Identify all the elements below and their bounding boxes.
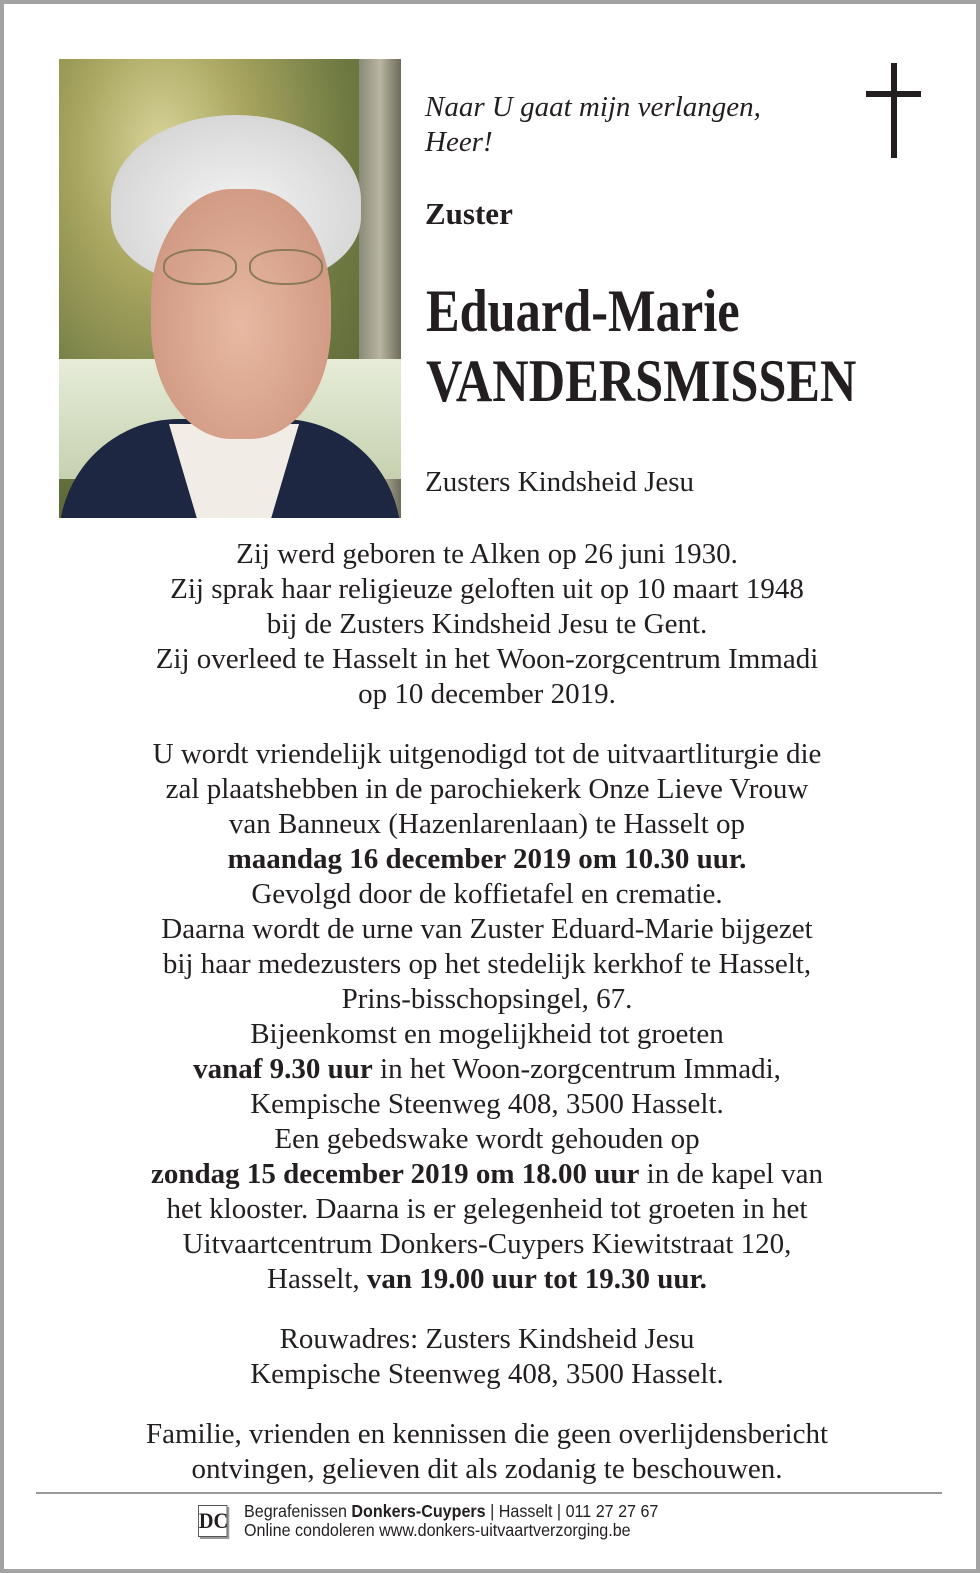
first-name: Eduard-Marie xyxy=(426,278,740,344)
text: Rouwadres: Zusters Kindsheid Jesu xyxy=(279,1323,695,1355)
paragraph xyxy=(0,737,974,1297)
text-line xyxy=(0,737,974,772)
paragraph xyxy=(0,1417,974,1487)
text-line xyxy=(0,1262,974,1297)
text: op 10 december 2019. xyxy=(358,678,616,710)
verse-line: Heer! xyxy=(425,126,493,158)
bold-text: vanaf 9.30 uur xyxy=(193,1053,373,1085)
text: Daarna wordt de urne van Zuster Eduard-Marie bijgezet xyxy=(161,913,813,945)
text-line xyxy=(0,772,974,807)
footer-website[interactable]: Online condoleren www.donkers-uitvaartverzorging.be xyxy=(244,1520,631,1540)
text: Prins-bisschopsingel, 67. xyxy=(341,983,633,1015)
footer-prefix: Begrafenissen xyxy=(244,1501,352,1521)
footer-line-1 xyxy=(244,1502,658,1521)
text-line xyxy=(0,1052,974,1087)
footer-contact: | Hasselt | 011 27 27 67 xyxy=(485,1501,659,1521)
text-line xyxy=(0,642,974,677)
text: Zij werd geboren te Alken op 26 juni 1930. xyxy=(236,538,738,570)
notice-body xyxy=(0,537,974,1512)
text-line xyxy=(0,677,974,712)
text: in het Woon-zorgcentrum Immadi, xyxy=(372,1053,781,1085)
text: Bijeenkomst en mogelijkheid tot groeten xyxy=(250,1018,724,1050)
text: het klooster. Daarna is er gelegenheid tot groeten in het xyxy=(166,1193,808,1225)
text-line xyxy=(0,877,974,912)
text: U wordt vriendelijk uitgenodigd tot de uitvaartliturgie die xyxy=(152,738,822,770)
text-line xyxy=(0,842,974,877)
text: Kempische Steenweg 408, 3500 Hasselt. xyxy=(250,1088,724,1120)
text-line xyxy=(0,1322,974,1357)
text-line xyxy=(0,1122,974,1157)
text-line xyxy=(0,1357,974,1392)
portrait-photo xyxy=(59,59,401,518)
text: Uitvaartcentrum Donkers-Cuypers Kiewitstraat 120, xyxy=(182,1228,792,1260)
text-line xyxy=(0,1087,974,1122)
text-line xyxy=(0,982,974,1017)
deceased-name xyxy=(426,276,856,416)
text: ontvingen, gelieven dit als zodanig te beschouwen. xyxy=(191,1453,783,1485)
company-name: Donkers-Cuypers xyxy=(351,1501,486,1521)
bold-text: van 19.00 uur tot 19.30 uur. xyxy=(366,1263,707,1295)
text-line xyxy=(0,1452,974,1487)
divider xyxy=(36,1492,942,1494)
verse xyxy=(425,90,761,160)
paragraph xyxy=(0,1322,974,1392)
bold-text: maandag 16 december 2019 om 10.30 uur. xyxy=(227,843,747,875)
text: Een gebedswake wordt gehouden op xyxy=(274,1123,700,1155)
text: Zij sprak haar religieuze geloften uit op 10 maart 1948 xyxy=(170,573,804,605)
text-line xyxy=(0,1192,974,1227)
verse-line: Naar U gaat mijn verlangen, xyxy=(425,91,761,123)
text-line xyxy=(0,1157,974,1192)
text-line xyxy=(0,912,974,947)
text-line xyxy=(0,572,974,607)
text-line xyxy=(0,1017,974,1052)
text: zal plaatshebben in de parochiekerk Onze Lieve Vrouw xyxy=(165,773,809,805)
text: Hasselt, xyxy=(267,1263,367,1295)
last-name: VANDERSMISSEN xyxy=(426,348,857,414)
text-line xyxy=(0,537,974,572)
text: Kempische Steenweg 408, 3500 Hasselt. xyxy=(250,1358,724,1390)
text: Familie, vrienden en kennissen die geen overlijdensbericht xyxy=(145,1418,829,1450)
congregation: Zusters Kindsheid Jesu xyxy=(425,466,695,498)
bold-text: zondag 15 december 2019 om 18.00 uur xyxy=(150,1158,640,1190)
text-line xyxy=(0,1227,974,1262)
text-line xyxy=(0,807,974,842)
text: bij de Zusters Kindsheid Jesu te Gent. xyxy=(266,608,708,640)
text: Gevolgd door de koffietafel en crematie. xyxy=(251,878,723,910)
text-line xyxy=(0,1417,974,1452)
paragraph xyxy=(0,537,974,712)
text-line xyxy=(0,947,974,982)
funeral-home-logo-icon: DC xyxy=(198,1505,227,1537)
text: bij haar medezusters op het stedelijk kerkhof te Hasselt, xyxy=(162,948,812,980)
title: Zuster xyxy=(425,196,513,231)
text: Zij overleed te Hasselt in het Woon-zorgcentrum Immadi xyxy=(155,643,819,675)
text: van Banneux (Hazenlarenlaan) te Hasselt op xyxy=(228,808,746,840)
text-line xyxy=(0,607,974,642)
text: in de kapel van xyxy=(639,1158,824,1190)
